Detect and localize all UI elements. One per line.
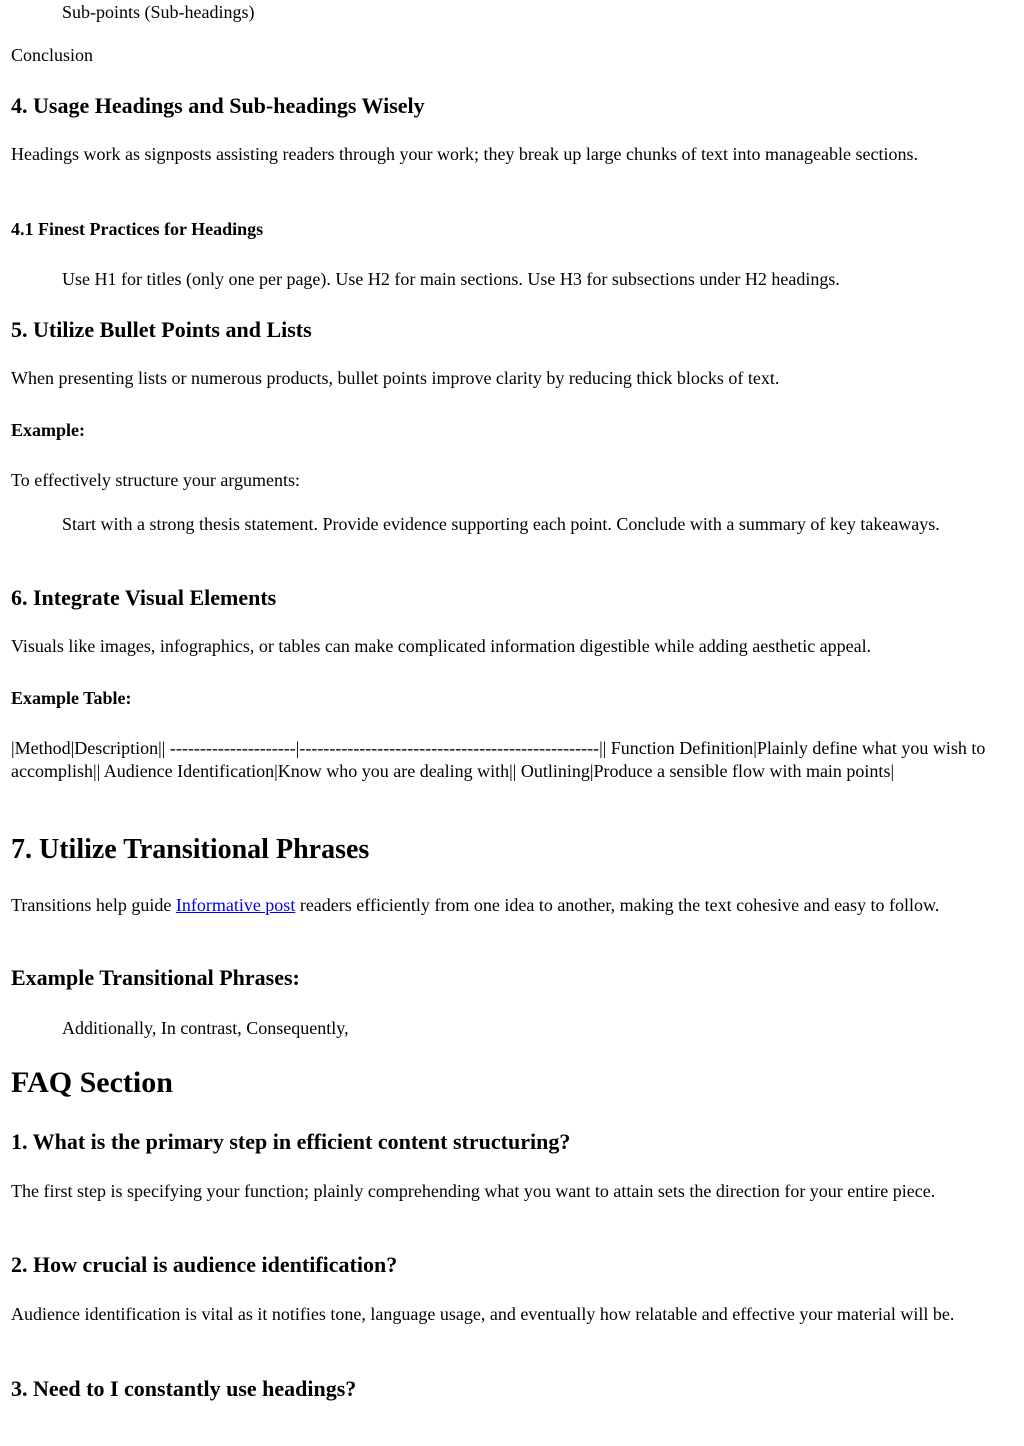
section-4-1-heading: 4.1 Finest Practices for Headings <box>11 219 264 239</box>
faq-answer-2: Audience identification is vital as it notifies tone, language usage, and eventually how relatable and effective your material will be. <box>11 1304 955 1324</box>
faq-question-2: 2. How crucial is audience identification? <box>11 1252 398 1277</box>
section-7-paragraph <box>11 894 1015 917</box>
section-7-examples: Additionally, In contrast, Consequently, <box>62 1018 349 1038</box>
section-5-paragraph: When presenting lists or numerous products, bullet points improve clarity by reducing thick blocks of text. <box>11 368 780 388</box>
section-6-table-raw: |Method|Description|| ---------------------|--------------------------------------------------|| Function Definition|Plainly define what you wish to accomplish|| Audience Identification|Know who you are dealing with|| Outlining|Produce a sensible flow with main points| <box>11 738 986 781</box>
section-7-heading: 7. Utilize Transitional Phrases <box>11 834 370 865</box>
faq-question-1: 1. What is the primary step in efficient content structuring? <box>11 1129 571 1154</box>
section-6-table-label: Example Table: <box>11 688 132 708</box>
section-7-paragraph-end: readers efficiently from one idea to another, making the text cohesive and easy to follow. <box>295 895 940 915</box>
section-6-paragraph: Visuals like images, infographics, or tables can make complicated information digestible while adding aesthetic appeal. <box>11 636 872 656</box>
faq-heading: FAQ Section <box>11 1066 173 1099</box>
section-4-1-list: Use H1 for titles (only one per page). Use H2 for main sections. Use H3 for subsections under H2 headings. <box>62 269 840 289</box>
section-5-heading: 5. Utilize Bullet Points and Lists <box>11 317 312 342</box>
section-6-heading: 6. Integrate Visual Elements <box>11 585 277 610</box>
section-5-example-label: Example: <box>11 420 85 440</box>
section-4-paragraph: Headings work as signposts assisting readers through your work; they break up large chunks of text into manageable sections. <box>11 144 918 164</box>
section-4-heading: 4. Usage Headings and Sub-headings Wisely <box>11 93 425 118</box>
faq-question-3: 3. Need to I constantly use headings? <box>11 1376 357 1401</box>
section-7-examples-heading: Example Transitional Phrases: <box>11 965 300 990</box>
section-5-intro: To effectively structure your arguments: <box>11 470 300 490</box>
list-item-subpoints: Sub-points (Sub-headings) <box>62 2 255 22</box>
section-5-list: Start with a strong thesis statement. Provide evidence supporting each point. Conclude with a summary of key takeaways. <box>62 514 940 534</box>
informative-post-link[interactable]: Informative post <box>175 895 296 915</box>
list-item-conclusion: Conclusion <box>11 45 94 65</box>
section-7-paragraph-start: Transitions help guide <box>11 895 176 915</box>
faq-answer-1: The first step is specifying your function; plainly comprehending what you want to attain sets the direction for your entire piece. <box>11 1181 936 1201</box>
